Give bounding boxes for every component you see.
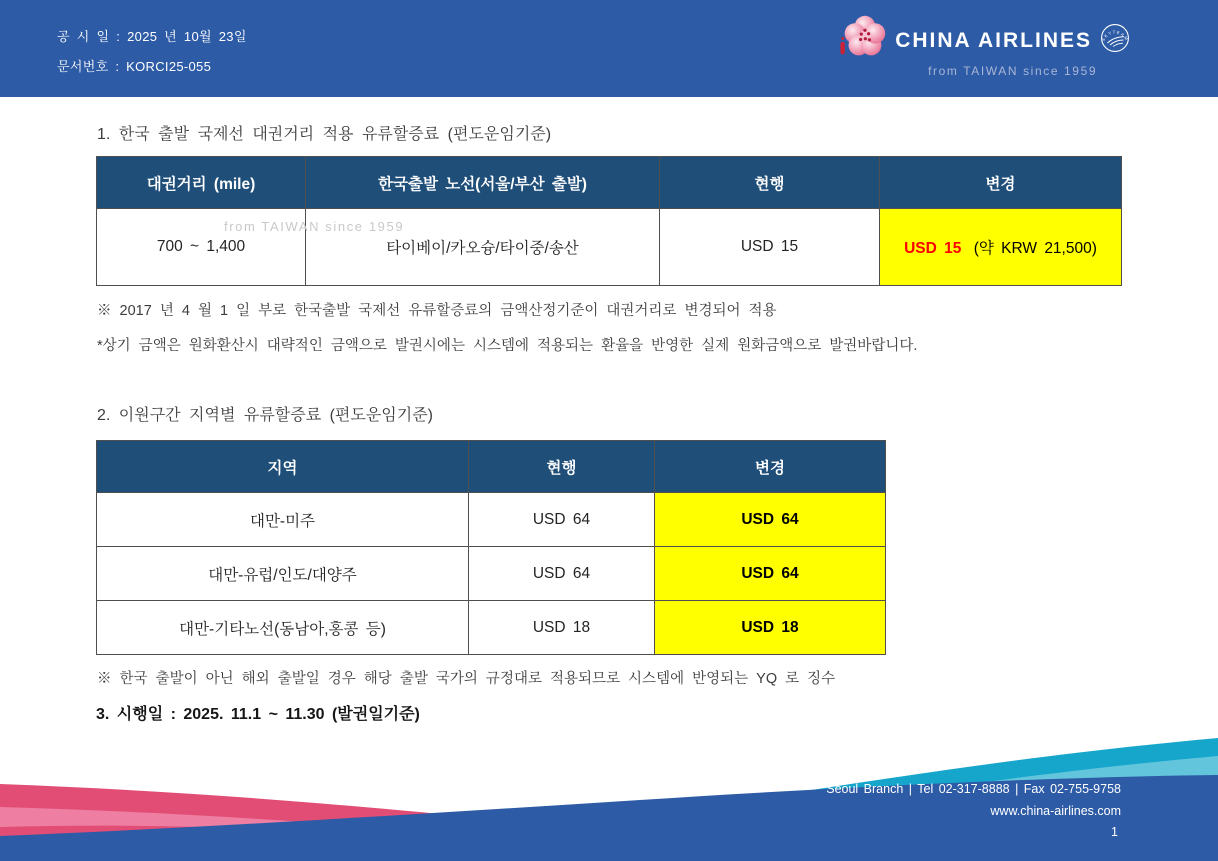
changed-cell: USD 64	[655, 493, 886, 547]
section2-note: ※ 한국 출발이 아닌 해외 출발일 경우 해당 출발 국가의 규정대로 적용되므로 시스템에 반영되는 YQ 로 징수	[97, 671, 836, 687]
changed-cell: USD 18	[655, 601, 886, 655]
table1-header-row	[97, 157, 1122, 209]
current-cell: USD 64	[469, 547, 655, 601]
changed-cell	[880, 209, 1122, 286]
doc-number: 문서번호 : KORCI25-055	[57, 59, 212, 74]
current-cell: USD 18	[469, 601, 655, 655]
table2-row-americas	[97, 493, 886, 547]
page-number: 1	[1111, 825, 1118, 839]
distance-cell: 700 ~ 1,400	[97, 209, 306, 286]
china-airlines-logo	[839, 11, 1130, 78]
section3-title: 3. 시행일 : 2025. 11.1 ~ 11.30 (발권일기준)	[96, 706, 420, 723]
region-cell: 대만-유럽/인도/대양주	[97, 547, 469, 601]
section1-note2: *상기 금액은 원화환산시 대략적인 금액으로 발권시에는 시스템에 적용되는 환율을 반영한 실제 원화금액으로 발권바랍니다.	[97, 338, 918, 354]
section1-title: 1. 한국 출발 국제선 대권거리 적용 유류할증료 (편도운임기준)	[97, 126, 552, 143]
col-current2: 현행	[469, 441, 655, 493]
section1-note1: ※ 2017 년 4 월 1 일 부로 한국출발 국제선 유류할증료의 금액산정기준이 대권거리로 변경되어 적용	[97, 303, 777, 319]
col-region: 지역	[97, 441, 469, 493]
brand-tagline: from TAIWAN since 1959	[928, 64, 1098, 78]
changed-amount: USD 15	[904, 240, 962, 257]
plum-blossom-icon	[839, 11, 889, 70]
header-bar	[0, 0, 1218, 97]
footer-contact: Seoul Branch | Tel 02-317-8888 | Fax 02-755-9758	[826, 782, 1121, 796]
section2-title: 2. 이원구간 지역별 유류할증료 (편도운임기준)	[97, 407, 433, 424]
region-cell: 대만-기타노선(동남아,홍콩 등)	[97, 601, 469, 655]
skyteam-icon	[1100, 23, 1130, 58]
table2-row-other	[97, 601, 886, 655]
notice-date: 공 시 일 : 2025 년 10월 23일	[57, 29, 247, 44]
taiwan-watermark: from TAIWAN since 1959	[224, 219, 405, 234]
col-changed2: 변경	[655, 441, 886, 493]
document-meta	[57, 26, 247, 86]
current-cell: USD 15	[660, 209, 880, 286]
col-changed: 변경	[880, 157, 1122, 209]
surcharge-table-korea	[96, 156, 1122, 286]
region-cell: 대만-미주	[97, 493, 469, 547]
footer-website: www.china-airlines.com	[990, 804, 1121, 818]
changed-cell: USD 64	[655, 547, 886, 601]
table2-header-row	[97, 441, 886, 493]
routes-cell: 타이베이/카오슝/타이중/송산	[306, 209, 660, 286]
surcharge-table-regions	[96, 440, 886, 655]
table1-data-row	[97, 209, 1122, 286]
col-current: 현행	[660, 157, 880, 209]
col-routes: 한국출발 노선(서울/부산 출발)	[306, 157, 660, 209]
col-distance: 대권거리 (mile)	[97, 157, 306, 209]
svg-text:SKYTEAM: SKYTEAM	[1100, 29, 1130, 42]
current-cell: USD 64	[469, 493, 655, 547]
brand-name: CHINA AIRLINES	[895, 28, 1092, 52]
changed-krw: (약 KRW 21,500)	[973, 240, 1097, 257]
table2-row-europe	[97, 547, 886, 601]
